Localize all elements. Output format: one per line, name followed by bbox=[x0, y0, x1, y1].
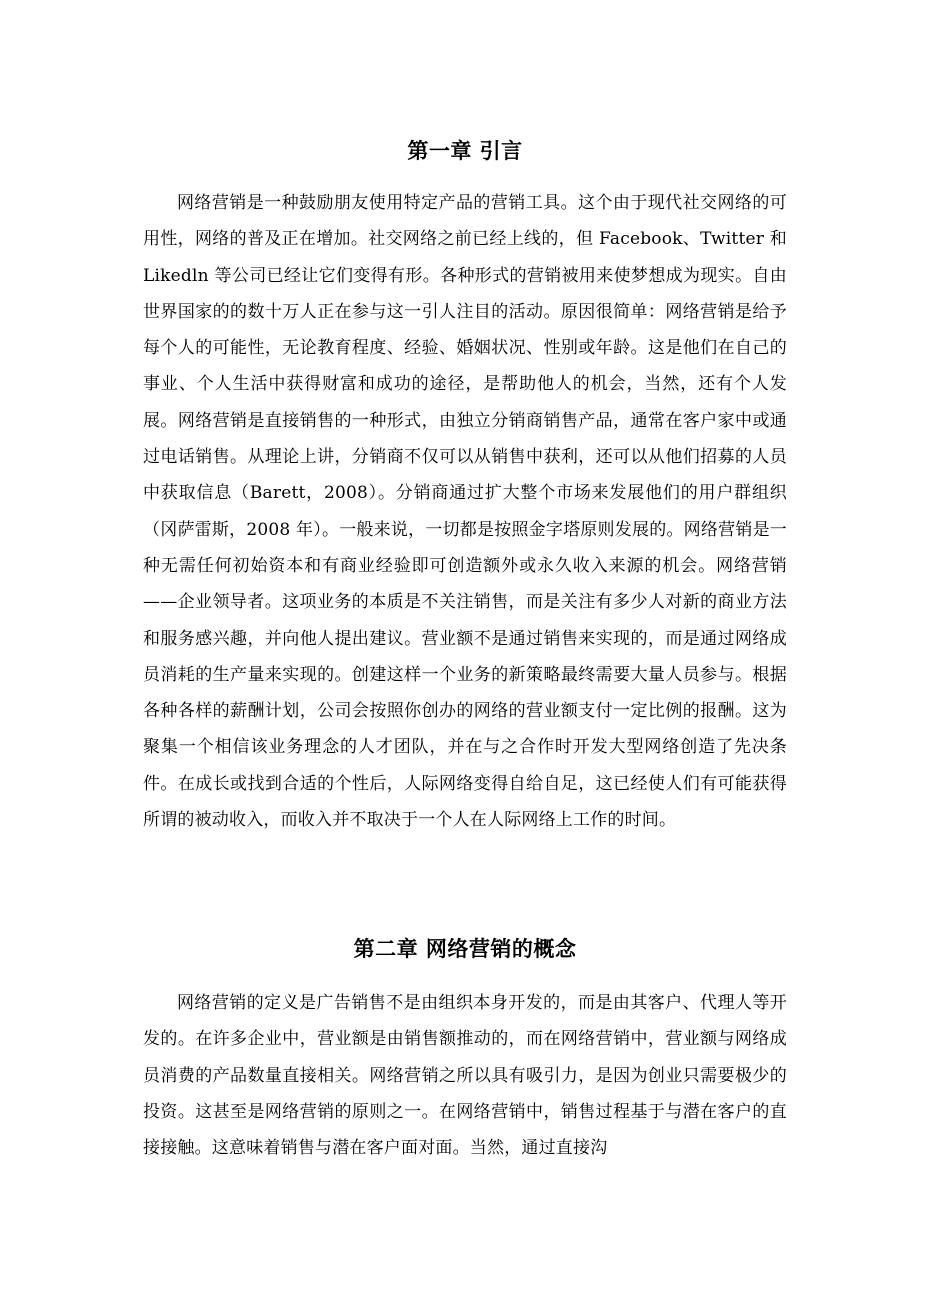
chapter-2-paragraph: 网络营销的定义是广告销售不是由组织本身开发的，而是由其客户、代理人等开发的。在许多企业中，营业额是由销售额推动的，而在网络营销中，营业额与网络成员消费的产品数量直接相关。网络营销之所以具有吸引力，是因为创业只需要极少的投资。这甚至是网络营销的原则之一。在网络营销中，销售过程基于与潜在客户的直接接触。这意味着销售与潜在客户面对面。当然，通过直接沟 bbox=[143, 993, 787, 1159]
chapter-2-title: 第二章 网络营销的概念 bbox=[353, 937, 577, 961]
chapter-1-paragraph: 网络营销是一种鼓励朋友使用特定产品的营销工具。这个由于现代社交网络的可用性，网络的普及正在增加。社交网络之前已经上线的，但 Facebook、Twitter 和 Likedln 等公司已经让它们变得有形。各种形式的营销被用来使梦想成为现实。自由世界国家的的数十万人正在参与这一引人注目的活动。原因很简单：网络营销是给予每个人的可能性，无论教育程度、经验、婚姻状况、性别或年龄。这是他们在自己的事业、个人生活中获得财富和成功的途径，是帮助他人的机会，当然，还有个人发展。网络营销是直接销售的一种形式，由独立分销商销售产品，通常在客户家中或通过电话销售。从理论上讲，分销商不仅可以从销售中获利，还可以从他们招募的人员中获取信息（Barett，2008）。分销商通过扩大整个市场来发展他们的用户群组织（冈萨雷斯，2008 年）。一般来说，一切都是按照金字塔原则发展的。网络营销是一种无需任何初始资本和有商业经验即可创造额外或永久收入来源的机会。网络营销——企业领导者。这项业务的本质是不关注销售，而是关注有多少人对新的商业方法和服务感兴趣，并向他人提出建议。营业额不是通过销售来实现的，而是通过网络成员消耗的生产量来实现的。创建这样一个业务的新策略最终需要大量人员参与。根据各种各样的薪酬计划，公司会按照你创办的网络的营业额支付一定比例的报酬。这为聚集一个相信该业务理念的人才团队，并在与之合作时开发大型网络创造了先决条件。在成长或找到合适的个性后，人际网络变得自给自足，这已经使人们有可能获得所谓的被动收入，而收入并不取决于一个人在人际网络上工作的时间。 bbox=[143, 193, 787, 831]
chapter-1-title: 第一章 引言 bbox=[407, 139, 523, 163]
